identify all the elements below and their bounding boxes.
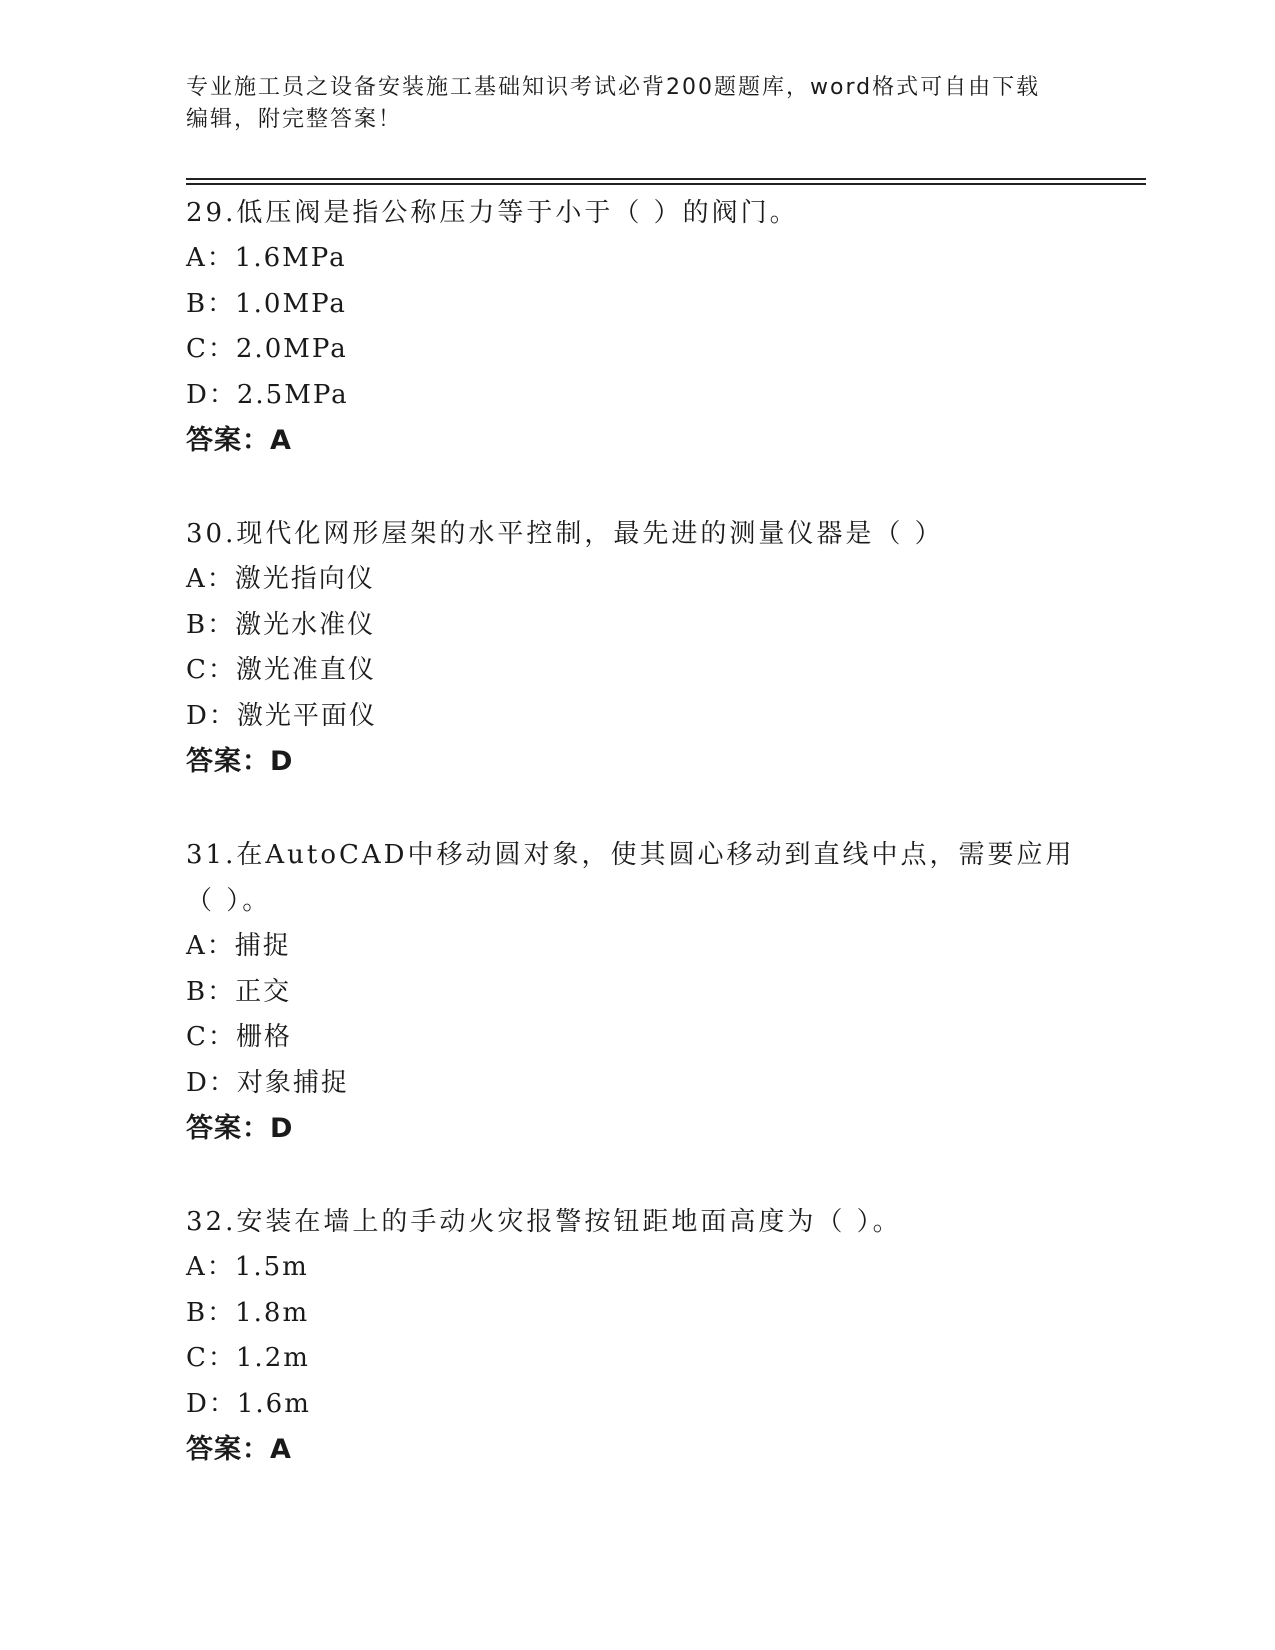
header-line-1: 专业施工员之设备安装施工基础知识考试必背200题题库，word格式可自由下载 [186,75,1041,100]
option-b: B：正交 [186,976,292,1007]
answer-label: 答案：D [186,746,294,777]
option-c: C：栅格 [186,1022,292,1052]
answer-label: 答案：A [186,425,292,456]
document-header [186,72,1066,136]
option-b: B：1.8m [186,1297,310,1328]
option-b: B：1.0MPa [186,288,347,319]
header-divider-bottom [186,183,1146,185]
question-32 [186,1199,1086,1472]
option-d: D：2.5MPa [186,379,349,410]
option-c: C：2.0MPa [186,334,348,364]
option-c: C：1.2m [186,1343,310,1373]
option-a: A：1.6MPa [186,243,347,273]
header-divider-top [186,178,1146,180]
question-30 [186,511,1086,784]
header-line-2: 编辑，附完整答案！ [186,107,403,132]
question-stem: 32.安装在墙上的手动火灾报警按钮距地面高度为（ ）。 [186,1207,902,1237]
question-29 [186,190,1086,463]
question-list [186,190,1086,1520]
answer-label: 答案：A [186,1434,292,1465]
question-31 [186,832,1086,1151]
option-b: B：激光水准仪 [186,609,376,640]
option-a: A：激光指向仪 [186,564,375,594]
option-a: A：捕捉 [186,931,291,961]
option-d: D：对象捕捉 [186,1067,349,1098]
option-d: D：1.6m [186,1388,311,1419]
option-c: C：激光准直仪 [186,655,376,685]
option-a: A：1.5m [186,1252,309,1282]
answer-label: 答案：D [186,1113,294,1144]
option-d: D：激光平面仪 [186,700,377,731]
question-stem: 29.低压阀是指公称压力等于小于（ ）的阀门。 [186,198,799,228]
question-stem: 30.现代化网形屋架的水平控制，最先进的测量仪器是（ ） [186,519,944,549]
question-stem: 31.在AutoCAD中移动圆对象，使其圆心移动到直线中点，需要应用（ ）。 [186,840,1075,916]
